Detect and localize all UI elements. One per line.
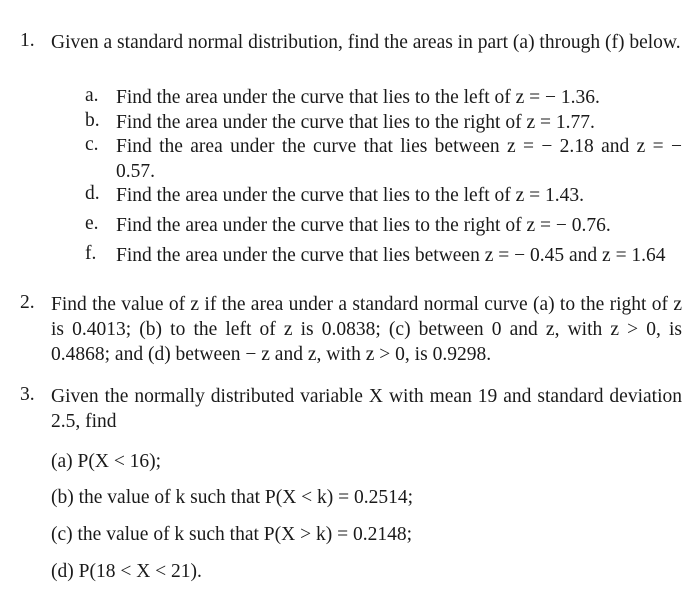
question-1-item-f <box>85 243 682 268</box>
question-1-item-b <box>85 110 682 135</box>
item-text: Find the area under the curve that lies to the right of z = − 0.76. <box>116 215 611 236</box>
question-1-number: 1. <box>20 30 35 51</box>
item-text: Find the area under the curve that lies between z = − 2.18 and z = − 0.57. <box>116 136 682 182</box>
question-3-number: 3. <box>20 384 35 405</box>
item-label: a. <box>85 85 99 106</box>
item-label: f. <box>85 243 97 264</box>
item-label: e. <box>85 213 99 234</box>
question-3-part-a: (a) P(X < 16); <box>51 451 162 472</box>
question-3-part-c: (c) the value of k such that P(X > k) = 0.2148; <box>51 524 412 545</box>
item-text: Find the area under the curve that lies to the left of z = − 1.36. <box>116 87 600 108</box>
item-label: c. <box>85 134 99 155</box>
question-3 <box>20 384 682 434</box>
item-text: Find the area under the curve that lies to the right of z = 1.77. <box>116 112 595 133</box>
item-label: d. <box>85 183 100 204</box>
question-2-text: Find the value of z if the area under a standard normal curve (a) to the right of z is 0.4013; (b) to the left of z is 0.0838; (c) between 0 and z, with z > 0, is 0.4868; and (d) between − z and z, with z > 0, is 0.9298. <box>51 294 682 365</box>
question-3-part-d: (d) P(18 < X < 21). <box>51 561 202 582</box>
question-1 <box>20 30 682 55</box>
question-1-text: Given a standard normal distribution, find the areas in part (a) through (f) below. <box>51 32 681 53</box>
item-text: Find the area under the curve that lies to the left of z = 1.43. <box>116 185 585 206</box>
question-2-number: 2. <box>20 292 35 313</box>
question-3-part-b: (b) the value of k such that P(X < k) = 0.2514; <box>51 487 414 508</box>
question-1-item-e <box>85 213 682 238</box>
question-1-item-a <box>85 85 682 110</box>
question-3-text: Given the normally distributed variable X with mean 19 and standard deviation 2.5, find <box>51 386 682 432</box>
item-text: Find the area under the curve that lies between z = − 0.45 and z = 1.64 <box>116 245 666 266</box>
item-label: b. <box>85 110 100 131</box>
question-1-item-d <box>85 183 682 208</box>
question-2 <box>20 292 682 367</box>
question-1-item-c <box>85 134 682 184</box>
